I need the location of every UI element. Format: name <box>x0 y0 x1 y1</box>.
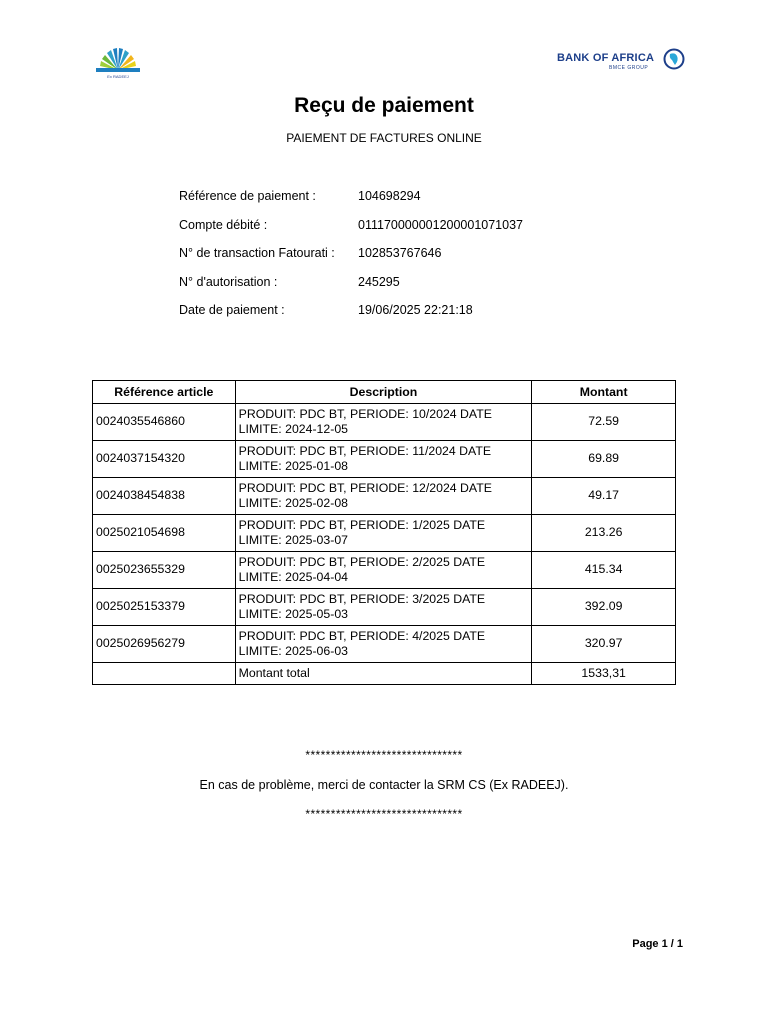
table-row <box>93 626 676 663</box>
cell-description: PRODUIT: PDC BT, PERIODE: 10/2024 DATE LIMITE: 2024-12-05 <box>235 404 532 441</box>
cell-amount: 72.59 <box>532 404 676 441</box>
table-row <box>93 478 676 515</box>
cell-empty <box>93 663 236 685</box>
cell-amount: 49.17 <box>532 478 676 515</box>
info-label: Référence de paiement : <box>179 189 316 203</box>
bank-name: BANK OF AFRICA <box>557 52 655 64</box>
bank-group: BMCE GROUP <box>609 65 649 71</box>
total-label: Montant total <box>235 663 532 685</box>
info-value: 19/06/2025 22:21:18 <box>358 303 473 318</box>
info-value: 102853767646 <box>358 246 442 261</box>
table-total-row <box>93 663 676 685</box>
info-value: 011170000001200001071037 <box>358 217 523 232</box>
page-number: Page 1 / 1 <box>632 938 683 950</box>
cell-reference: 0024038454838 <box>93 478 236 515</box>
cell-amount: 320.97 <box>532 626 676 663</box>
cell-amount: 415.34 <box>532 552 676 589</box>
separator-stars-bottom: ******************************* <box>305 807 463 821</box>
cell-amount: 392.09 <box>532 589 676 626</box>
bank-of-africa-logo-icon <box>663 48 685 70</box>
cell-reference: 0025021054698 <box>93 515 236 552</box>
info-label: Compte débité : <box>179 217 268 232</box>
header-description: Description <box>235 381 532 404</box>
contact-note: En cas de problème, merci de contacter la SRM CS (Ex RADEEJ). <box>199 778 569 792</box>
info-label: Date de paiement : <box>179 303 285 318</box>
table-header-row <box>93 381 676 404</box>
cell-description: PRODUIT: PDC BT, PERIODE: 1/2025 DATE LIMITE: 2025-03-07 <box>235 515 532 552</box>
info-value: 104698294 <box>358 189 421 203</box>
table-row <box>93 404 676 441</box>
table-row <box>93 515 676 552</box>
info-label: N° de transaction Fatourati : <box>179 246 335 261</box>
bank-of-africa-logo <box>557 48 687 74</box>
invoice-table <box>92 380 676 685</box>
cell-description: PRODUIT: PDC BT, PERIODE: 12/2024 DATE LIMITE: 2025-02-08 <box>235 478 532 515</box>
table-row <box>93 589 676 626</box>
cell-reference: 0024037154320 <box>93 441 236 478</box>
cell-reference: 0025026956279 <box>93 626 236 663</box>
cell-description: PRODUIT: PDC BT, PERIODE: 2/2025 DATE LIMITE: 2025-04-04 <box>235 552 532 589</box>
page-subtitle: PAIEMENT DE FACTURES ONLINE <box>286 131 482 145</box>
header-amount: Montant <box>532 381 676 404</box>
cell-amount: 213.26 <box>532 515 676 552</box>
info-label: N° d'autorisation : <box>179 274 278 289</box>
info-value: 245295 <box>358 274 400 289</box>
total-value: 1533,31 <box>532 663 676 685</box>
header-reference: Référence article <box>93 381 236 404</box>
cell-amount: 69.89 <box>532 441 676 478</box>
srm-logo-caption: Ex RADEEJ <box>107 74 129 79</box>
table-row <box>93 552 676 589</box>
table-row <box>93 441 676 478</box>
cell-description: PRODUIT: PDC BT, PERIODE: 3/2025 DATE LIMITE: 2025-05-03 <box>235 589 532 626</box>
page-title: Reçu de paiement <box>294 94 474 117</box>
cell-reference: 0024035546860 <box>93 404 236 441</box>
cell-reference: 0025023655329 <box>93 552 236 589</box>
cell-description: PRODUIT: PDC BT, PERIODE: 11/2024 DATE LIMITE: 2025-01-08 <box>235 441 532 478</box>
cell-reference: 0025025153379 <box>93 589 236 626</box>
cell-description: PRODUIT: PDC BT, PERIODE: 4/2025 DATE LIMITE: 2025-06-03 <box>235 626 532 663</box>
separator-stars-top: ******************************* <box>305 748 463 762</box>
